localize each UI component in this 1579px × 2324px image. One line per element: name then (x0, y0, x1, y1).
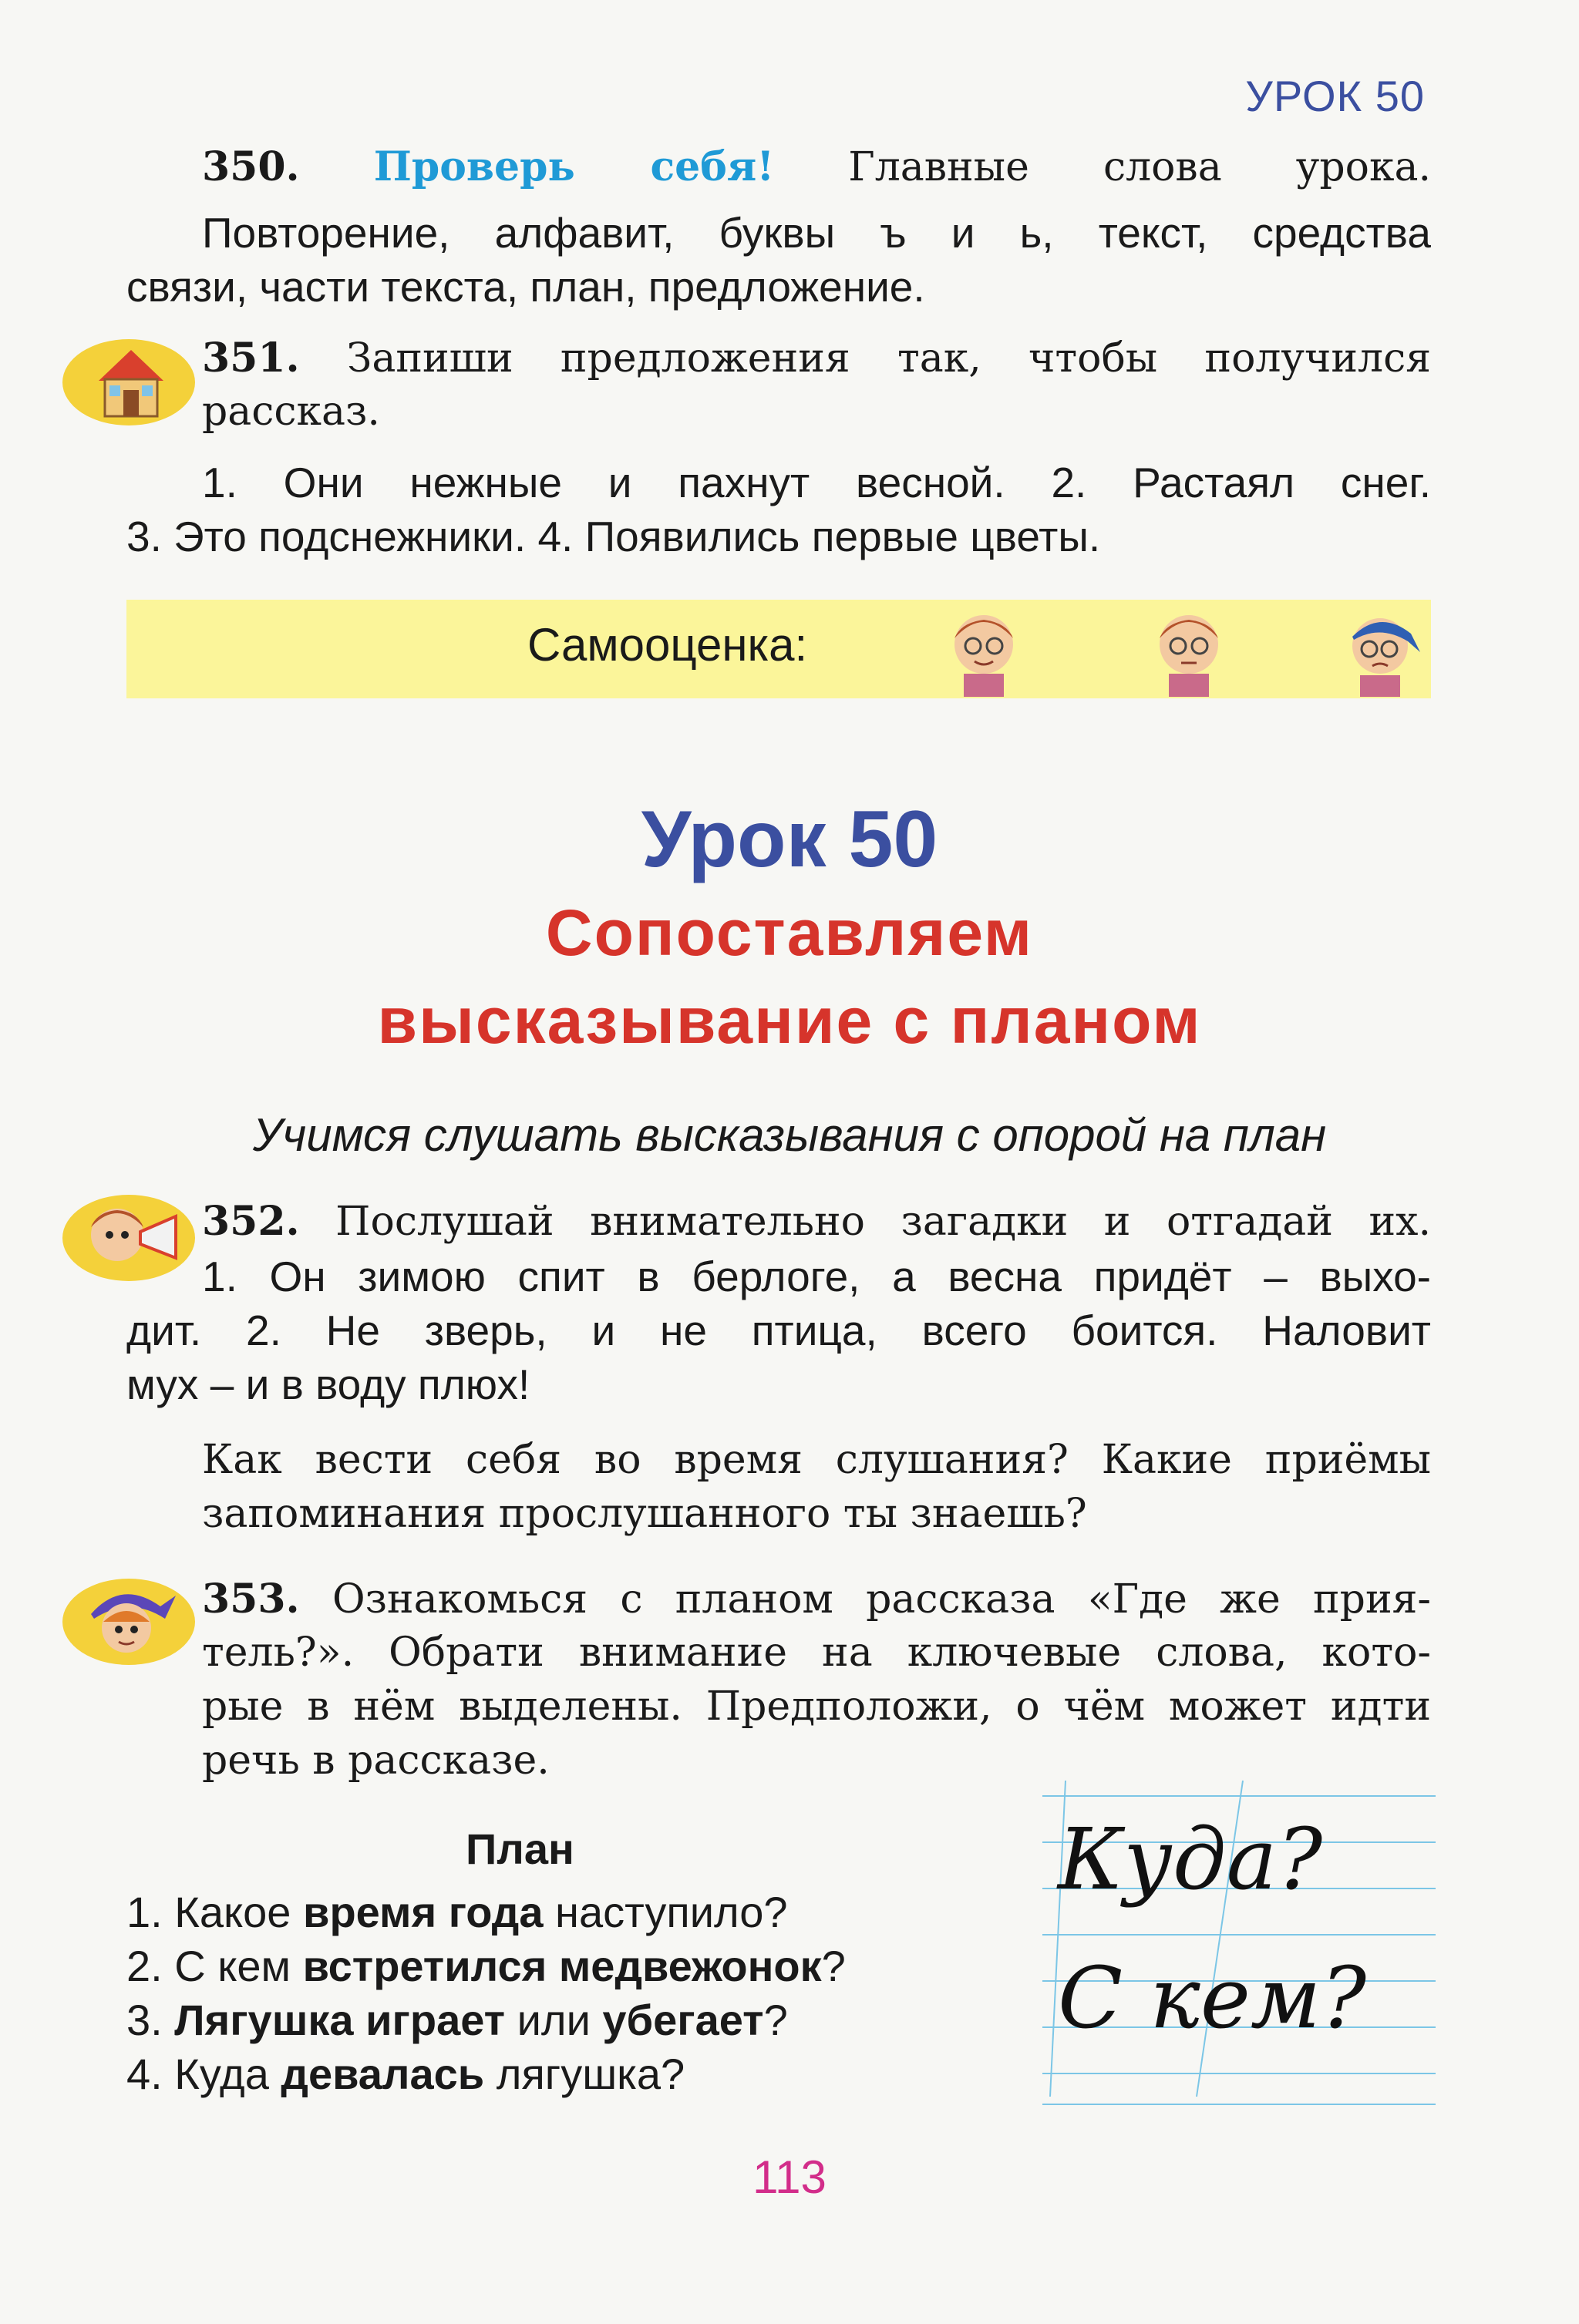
boy-megaphone-icon (60, 1189, 197, 1283)
plan-item-text: лягушка? (484, 2050, 685, 2098)
face-icon[interactable] (1143, 606, 1235, 698)
plan-item-text: 4. Куда (126, 2050, 281, 2098)
task-350-text-line: Повторение, алфавит, буквы ъ и ь, текст, средства (202, 209, 1431, 257)
plan-item-text: 3. (126, 1996, 175, 2044)
question-line: Как вести себя во время слушания? Какие приёмы (202, 1437, 1431, 1483)
task-353-text-line: речь в рассказе. (202, 1737, 550, 1784)
question-line: запоминания прослушанного ты знаешь? (202, 1491, 1087, 1537)
page-number: 113 (752, 2151, 827, 2203)
plan-keyword: Лягушка играет (174, 1996, 506, 2044)
task-351-title-text: Запиши предложения так, чтобы получился (346, 335, 1432, 382)
plan-keyword: встретился медвежонок (302, 1942, 822, 1990)
task-351-title (202, 335, 1431, 382)
task-350-title (202, 143, 1431, 190)
face-icon[interactable] (1334, 606, 1426, 698)
task-351-title-line: рассказ. (202, 388, 380, 435)
task-352-title (202, 1198, 1431, 1245)
task-number: 353. (202, 1576, 300, 1623)
plan-item-text: наступило? (543, 1888, 788, 1936)
plan-item-text: 1. Какое (126, 1888, 304, 1936)
task-353-text-line: тель?». Обрати внимание на ключевые слова, кото- (202, 1629, 1431, 1676)
plan-title: План (466, 1825, 574, 1873)
plan-item-text: или (505, 1996, 603, 2044)
plan-item (126, 1941, 846, 1991)
riddle-line: мух – и в воду плюх! (126, 1360, 530, 1408)
house-icon (60, 333, 197, 427)
plan-item-text: ? (821, 1942, 846, 1990)
lesson-title: Урок 50 (641, 795, 938, 884)
handwriting-word-1: Куда? (1058, 1810, 1323, 1909)
lesson-topic-line: Сопоставляем (545, 896, 1034, 969)
task-number: 351. (202, 335, 300, 382)
task-351-text-line: 3. Это подснежники. 4. Появились первые цветы. (126, 513, 1101, 560)
plan-keyword: время года (303, 1888, 544, 1936)
plan-item-text: 2. С кем (126, 1942, 303, 1990)
riddle-line: дит. 2. Не зверь, и не птица, всего боится. Наловит (126, 1307, 1431, 1354)
plan-item (126, 1995, 788, 2045)
handwriting-word-2: С кем? (1058, 1949, 1367, 2047)
plan-item (126, 2049, 685, 2099)
plan-item-text: ? (763, 1996, 788, 2044)
check-yourself-label: Проверь себя! (373, 143, 775, 190)
task-351-text-line: 1. Они нежные и пахнут весной. 2. Растаял снег. (202, 459, 1431, 506)
plan-keyword: убегает (602, 1996, 764, 2044)
task-number: 352. (202, 1198, 300, 1245)
girl-hat-icon (60, 1572, 197, 1666)
task-353-title-text: Ознакомься с планом рассказа «Где же прия- (332, 1576, 1431, 1623)
self-assessment-label: Самооценка: (527, 619, 808, 671)
self-assessment-band (126, 600, 1431, 698)
lesson-subtitle: Учимся слушать высказывания с опорой на план (252, 1109, 1327, 1161)
plan-keyword: девалась (281, 2050, 485, 2098)
face-icon[interactable] (938, 606, 1030, 698)
task-number: 350. (202, 143, 300, 190)
task-350-text-line: связи, части текста, план, предложение. (126, 263, 925, 311)
lesson-topic-line: высказывание с планом (377, 984, 1202, 1057)
task-353-title (202, 1576, 1431, 1623)
riddle-line: 1. Он зимою спит в берлоге, а весна придёт – выхо- (202, 1253, 1431, 1300)
task-352-title-text: Послушай внимательно загадки и отгадай их. (335, 1199, 1431, 1245)
plan-item (126, 1887, 788, 1937)
task-353-text-line: рые в нём выделены. Предположи, о чём может идти (202, 1683, 1431, 1730)
task-350-title-rest: Главные слова урока. (848, 144, 1432, 190)
copybook-sample (1042, 1773, 1436, 2112)
running-header: УРОК 50 (1245, 72, 1425, 120)
